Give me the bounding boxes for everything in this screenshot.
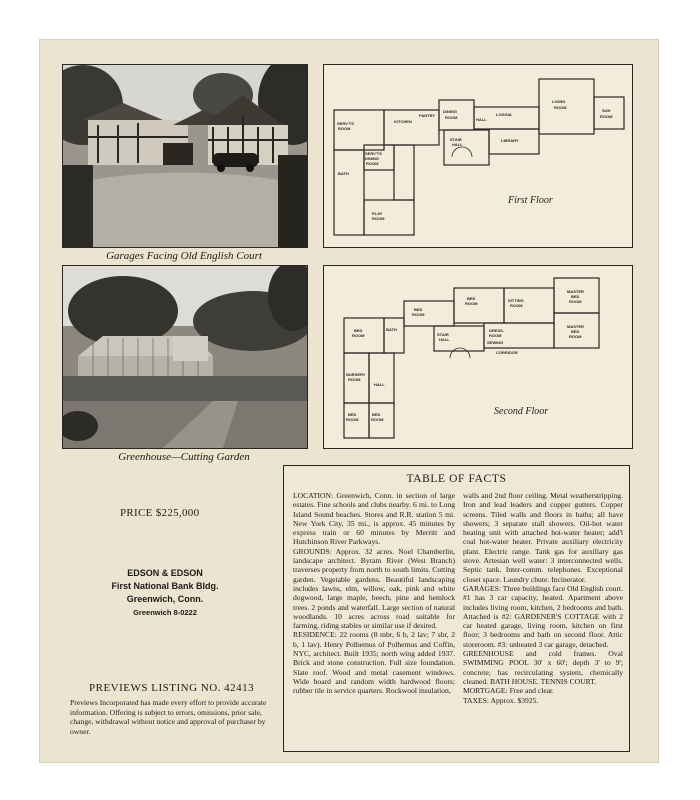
svg-text:ROOM: ROOM (412, 312, 425, 317)
price-text: PRICE $225,000 (120, 507, 200, 519)
table-of-facts (283, 465, 630, 752)
photo-caption-greenhouse: Greenhouse—Cutting Garden (118, 451, 250, 463)
svg-text:CORRIDOR: CORRIDOR (496, 350, 518, 355)
broker-name: EDSON & EDSON (127, 568, 203, 578)
svg-text:STAIR: STAIR (450, 137, 462, 142)
svg-text:ROOM: ROOM (346, 417, 359, 422)
plan-label-first: First Floor (508, 195, 553, 206)
svg-text:HALL: HALL (439, 337, 450, 342)
svg-text:SUN: SUN (602, 108, 611, 113)
floor-plan-first (323, 64, 633, 248)
svg-text:SERV'TS: SERV'TS (337, 121, 354, 126)
svg-text:BATH: BATH (386, 327, 397, 332)
svg-text:ROOM: ROOM (489, 333, 502, 338)
svg-text:ROOM: ROOM (569, 299, 582, 304)
svg-text:BATH: BATH (338, 171, 349, 176)
fact-greenhouse: GREENHOUSE and cold frames. Oval SWIMMING POOL 30' x 60'; depth 3' to 9'; concrete; has recirculating system, chemically cleaned. BATH HOUSE. TENNIS COURT. (463, 649, 623, 686)
svg-text:LOGGIA: LOGGIA (496, 112, 512, 117)
svg-text:BED: BED (348, 412, 357, 417)
fact-residence-continued: walls and 2nd floor ceiling. Metal weatherstripping. Iron and lead leaders and copper gutters. Copper screens. Tiled walls and floors in baths; all have showers; 3 separate stall showers. Oil-hot water heating unit with attached hot-water heater; add'l coal hot-water heater. Private auxiliary electricity plant. Electric range. Tank gas for auxiliary gas stove. Artesian well water: 3 interconnected wells. Septic tank. Inter-comm. telephones. Exceptional closet space. Laundry chute. Incinerator. (463, 491, 623, 584)
svg-text:BED: BED (354, 328, 363, 333)
disclaimer-text: Previews Incorporated has made every effort to provide accurate information. Offering is subject to errors, omissions, prior sale, change, withdrawal without notice and approval of purchaser by owner. (70, 698, 267, 736)
svg-text:ROOM: ROOM (600, 114, 613, 119)
fact-mortgage: MORTGAGE: Free and clear. (463, 686, 555, 696)
svg-text:ROOM: ROOM (371, 417, 384, 422)
svg-text:ROOM: ROOM (338, 126, 351, 131)
svg-text:HALL: HALL (452, 142, 463, 147)
photo-greenhouse (62, 265, 308, 449)
svg-text:SITTING: SITTING (508, 298, 524, 303)
svg-text:HALL: HALL (374, 382, 385, 387)
svg-text:ROOM: ROOM (366, 161, 379, 166)
svg-text:SEWING: SEWING (487, 340, 504, 345)
svg-text:ROOM: ROOM (510, 303, 523, 308)
svg-text:ROOM: ROOM (372, 216, 385, 221)
broker-address-line1: First National Bank Bldg. (111, 581, 219, 591)
broker-address-line2: Greenwich, Conn. (126, 594, 204, 604)
facts-column-left (293, 491, 455, 696)
photo-garages (62, 64, 308, 248)
fact-residence: RESIDENCE: 22 rooms (8 mbr, 6 b, 2 lav; 7 sbr, 2 b, 1 lav). Henry Polhemus of Polhemus and Coffin, NYC, architect. Built 1935; north wing added 1937. Brick and stone construction. Full size foundation. Slate roof. Wood and metal casement windows. Wide board and random width hardwood floors; rubber tile in service quarters. Rockwool insulation, (293, 630, 455, 696)
svg-text:NURSERY: NURSERY (346, 372, 366, 377)
svg-text:BED: BED (372, 412, 381, 417)
floor-plan-second (323, 265, 633, 449)
svg-text:SERV'TS: SERV'TS (365, 151, 382, 156)
svg-text:BED: BED (414, 307, 423, 312)
svg-text:MASTER: MASTER (567, 289, 584, 294)
facts-title: TABLE OF FACTS (406, 473, 507, 485)
fact-taxes: TAXES: Approx. $3925. (463, 695, 539, 705)
svg-text:PLAY: PLAY (372, 211, 383, 216)
svg-text:BED: BED (571, 294, 580, 299)
svg-text:PANTRY: PANTRY (419, 113, 435, 118)
svg-text:KITCHEN: KITCHEN (394, 119, 412, 124)
plan-label-second: Second Floor (494, 406, 549, 417)
svg-text:ROOM: ROOM (569, 334, 582, 339)
svg-text:BED: BED (571, 329, 580, 334)
fact-location: LOCATION: Greenwich, Conn. in section of large estates. Fine schools and clubs nearby. 6 mi. to Long Island Sound beaches. Stores and R.R. station 5 mi. New York City, 35 mi., is approx. 45 minutes by express train or 60 minutes by Merritt and Hutchinson River Parkways. (293, 491, 455, 547)
listing-number: PREVIEWS LISTING NO. 42413 (89, 682, 255, 694)
svg-text:HALL: HALL (476, 117, 487, 122)
photo-caption-garages: Garages Facing Old English Court (106, 250, 262, 262)
svg-text:ROOM: ROOM (554, 105, 567, 110)
fact-garages: GARAGES: Three buildings face Old English court. #1 has 3 car capacity, heated. Apartment above includes living room, kitchen, 2 bedrooms and bath. Attached is #2: GARDENER'S COTTAGE with 2 car heated garage, living room, kitchen on first floor; 3 bedrooms and bath on second floor. Attic storeroom. #3: unheated 3 car garage, detached. (463, 583, 623, 649)
broker-block (90, 567, 240, 619)
fact-grounds: GROUNDS: Approx. 32 acres. Noel Chamberlin, landscape architect. Byram River (West Branch) traverses property from north to south limits. Cutting garden. Vegetable gardens. Beautiful landscaping includes lawns, elm, willow, oak, pink and white dogwood, large maple, beech, pine and hemlock trees. 2 ponds and waterfall. Large section of natural woodlands. 10 acres across road suitable for farming, riding stables or similar use if desired. (293, 546, 455, 631)
svg-text:BED: BED (467, 296, 476, 301)
facts-column-right (463, 491, 623, 705)
svg-text:LIVING: LIVING (552, 99, 566, 104)
svg-text:DINING: DINING (365, 156, 379, 161)
svg-text:DINING: DINING (443, 109, 457, 114)
svg-text:MASTER: MASTER (567, 324, 584, 329)
broker-phone: Greenwich 8-0222 (133, 608, 197, 617)
svg-text:ROOM: ROOM (445, 115, 458, 120)
svg-text:ROOM: ROOM (465, 301, 478, 306)
svg-text:ROOM: ROOM (348, 377, 361, 382)
svg-text:ROOM: ROOM (352, 333, 365, 338)
svg-text:DRESS.: DRESS. (489, 328, 504, 333)
svg-text:LIBRARY: LIBRARY (501, 138, 519, 143)
svg-text:STAIR: STAIR (437, 332, 449, 337)
